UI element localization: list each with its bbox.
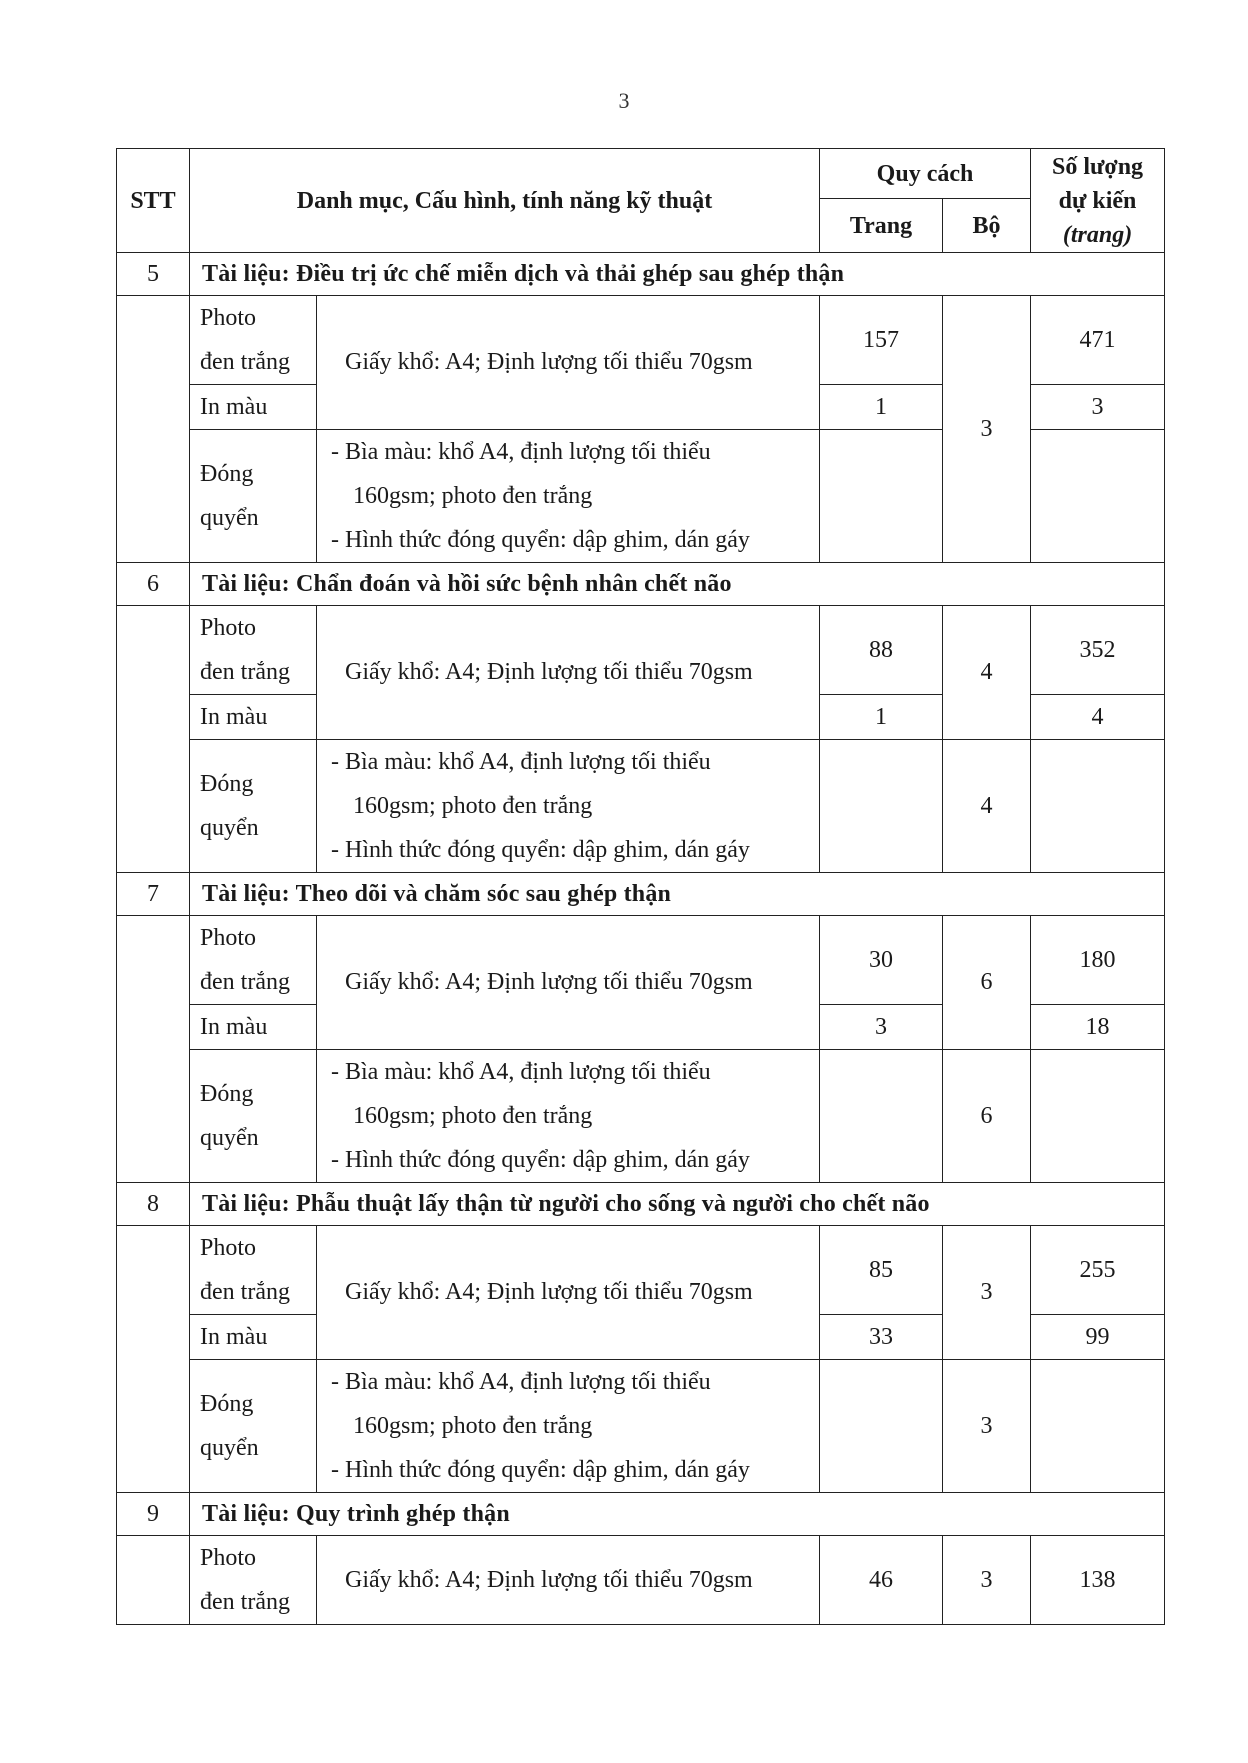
color-total: 99 <box>1031 1315 1165 1360</box>
paper-spec: Giấy khổ: A4; Định lượng tối thiểu 70gsm <box>317 606 820 740</box>
photo-label-line2: đen trắng <box>200 349 290 375</box>
paper-spec: Giấy khổ: A4; Định lượng tối thiểu 70gsm <box>317 916 820 1050</box>
binding-label <box>190 430 317 563</box>
binding-sets: 4 <box>943 740 1031 873</box>
header-trang: Trang <box>820 199 943 253</box>
photo-label-line1: Photo <box>200 615 257 641</box>
photo-label <box>190 606 317 695</box>
photo-label-line1: Photo <box>200 1235 257 1261</box>
binding-total-empty <box>1031 1360 1165 1493</box>
bw-total: 471 <box>1031 296 1165 385</box>
binding-spec <box>317 1050 820 1183</box>
sets-count: 6 <box>943 916 1031 1050</box>
cover-spec-line3: - Hình thức đóng quyển: dập ghim, dán gáy <box>331 527 750 553</box>
bw-pages: 88 <box>820 606 943 695</box>
section-row <box>117 873 1165 916</box>
section-title: Tài liệu: Chẩn đoán và hồi sức bệnh nhân chết não <box>190 563 1165 606</box>
bw-total: 255 <box>1031 1226 1165 1315</box>
binding-trang-empty <box>820 1360 943 1493</box>
bw-total: 138 <box>1031 1536 1165 1625</box>
section-row <box>117 253 1165 296</box>
cover-spec-line2: 160gsm; photo đen trắng <box>353 483 593 509</box>
section-title: Tài liệu: Theo dõi và chăm sóc sau ghép thận <box>190 873 1165 916</box>
binding-total-empty <box>1031 1050 1165 1183</box>
cover-spec-line1: - Bìa màu: khổ A4, định lượng tối thiểu <box>331 1059 711 1085</box>
binding-label-line2: quyển <box>200 1125 259 1151</box>
color-pages: 33 <box>820 1315 943 1360</box>
stt-spacer <box>117 606 190 873</box>
binding-trang-empty <box>820 740 943 873</box>
header-stt: STT <box>117 149 190 253</box>
photo-label-line2: đen trắng <box>200 1589 290 1615</box>
binding-trang-empty <box>820 1050 943 1183</box>
stt-spacer <box>117 1536 190 1625</box>
bw-total: 352 <box>1031 606 1165 695</box>
binding-label-line1: Đóng <box>200 771 254 797</box>
binding-total-empty <box>1031 430 1165 563</box>
color-pages: 3 <box>820 1005 943 1050</box>
color-total: 18 <box>1031 1005 1165 1050</box>
header-bo: Bộ <box>943 199 1031 253</box>
paper-spec: Giấy khổ: A4; Định lượng tối thiểu 70gsm <box>317 1536 820 1625</box>
sets-count: 3 <box>943 1226 1031 1360</box>
page-number: 3 <box>618 88 630 113</box>
cover-spec-line3: - Hình thức đóng quyển: dập ghim, dán gáy <box>331 1457 750 1483</box>
section-stt: 9 <box>117 1493 190 1536</box>
header-quantity-line1: Số lượng <box>1051 153 1144 180</box>
stt-spacer <box>117 1226 190 1493</box>
color-pages: 1 <box>820 385 943 430</box>
bw-pages: 30 <box>820 916 943 1005</box>
section-row <box>117 1183 1165 1226</box>
binding-label <box>190 1050 317 1183</box>
stt-spacer <box>117 296 190 563</box>
sets-count: 4 <box>943 606 1031 740</box>
photo-label-line1: Photo <box>200 925 257 951</box>
color-total: 3 <box>1031 385 1165 430</box>
header-quantity-line3: (trang) <box>1062 221 1133 248</box>
binding-spec <box>317 1360 820 1493</box>
cover-spec-line2: 160gsm; photo đen trắng <box>353 1413 593 1439</box>
photo-label-line2: đen trắng <box>200 969 290 995</box>
paper-spec: Giấy khổ: A4; Định lượng tối thiểu 70gsm <box>317 296 820 430</box>
photo-label-line2: đen trắng <box>200 1279 290 1305</box>
binding-label-line1: Đóng <box>200 461 254 487</box>
paper-spec: Giấy khổ: A4; Định lượng tối thiểu 70gsm <box>317 1226 820 1360</box>
sets-count: 3 <box>943 1536 1031 1625</box>
bw-pages: 85 <box>820 1226 943 1315</box>
cover-spec-line1: - Bìa màu: khổ A4, định lượng tối thiểu <box>331 1369 711 1395</box>
binding-label <box>190 740 317 873</box>
cover-spec-line3: - Hình thức đóng quyển: dập ghim, dán gáy <box>331 1147 750 1173</box>
section-row <box>117 1493 1165 1536</box>
color-label: In màu <box>190 1005 317 1050</box>
binding-label-line2: quyển <box>200 815 259 841</box>
stt-spacer <box>117 916 190 1183</box>
binding-sets: 3 <box>943 1360 1031 1493</box>
photo-label-line2: đen trắng <box>200 659 290 685</box>
section-row <box>117 563 1165 606</box>
header-quantity <box>1031 149 1165 253</box>
binding-label-line1: Đóng <box>200 1081 254 1107</box>
section-stt: 8 <box>117 1183 190 1226</box>
color-label: In màu <box>190 1315 317 1360</box>
header-category: Danh mục, Cấu hình, tính năng kỹ thuật <box>190 149 820 253</box>
photo-label <box>190 1226 317 1315</box>
binding-label <box>190 1360 317 1493</box>
color-label: In màu <box>190 385 317 430</box>
binding-sets: 6 <box>943 1050 1031 1183</box>
bw-pages: 157 <box>820 296 943 385</box>
photo-label <box>190 1536 317 1625</box>
section-stt: 6 <box>117 563 190 606</box>
header-quantity-line2: dự kiến <box>1058 187 1137 214</box>
binding-label-line1: Đóng <box>200 1391 254 1417</box>
header-spec: Quy cách <box>820 149 1031 199</box>
sets-count: 3 <box>943 296 1031 563</box>
cover-spec-line1: - Bìa màu: khổ A4, định lượng tối thiểu <box>331 749 711 775</box>
bw-total: 180 <box>1031 916 1165 1005</box>
section-stt: 7 <box>117 873 190 916</box>
photo-label-line1: Photo <box>200 305 257 331</box>
photo-label <box>190 296 317 385</box>
binding-spec <box>317 740 820 873</box>
photo-label-line1: Photo <box>200 1545 257 1571</box>
binding-label-line2: quyển <box>200 505 259 531</box>
color-label: In màu <box>190 695 317 740</box>
section-title: Tài liệu: Quy trình ghép thận <box>190 1493 1165 1536</box>
section-stt: 5 <box>117 253 190 296</box>
section-title: Tài liệu: Điều trị ức chế miễn dịch và thải ghép sau ghép thận <box>190 253 1165 296</box>
binding-total-empty <box>1031 740 1165 873</box>
binding-spec <box>317 430 820 563</box>
binding-label-line2: quyển <box>200 1435 259 1461</box>
bw-pages: 46 <box>820 1536 943 1625</box>
cover-spec-line2: 160gsm; photo đen trắng <box>353 1103 593 1129</box>
color-total: 4 <box>1031 695 1165 740</box>
cover-spec-line2: 160gsm; photo đen trắng <box>353 793 593 819</box>
cover-spec-line3: - Hình thức đóng quyển: dập ghim, dán gáy <box>331 837 750 863</box>
cover-spec-line1: - Bìa màu: khổ A4, định lượng tối thiểu <box>331 439 711 465</box>
section-title: Tài liệu: Phẫu thuật lấy thận từ người cho sống và người cho chết não <box>190 1183 1165 1226</box>
photo-label <box>190 916 317 1005</box>
color-pages: 1 <box>820 695 943 740</box>
binding-trang-empty <box>820 430 943 563</box>
specification-table <box>116 148 1165 1625</box>
